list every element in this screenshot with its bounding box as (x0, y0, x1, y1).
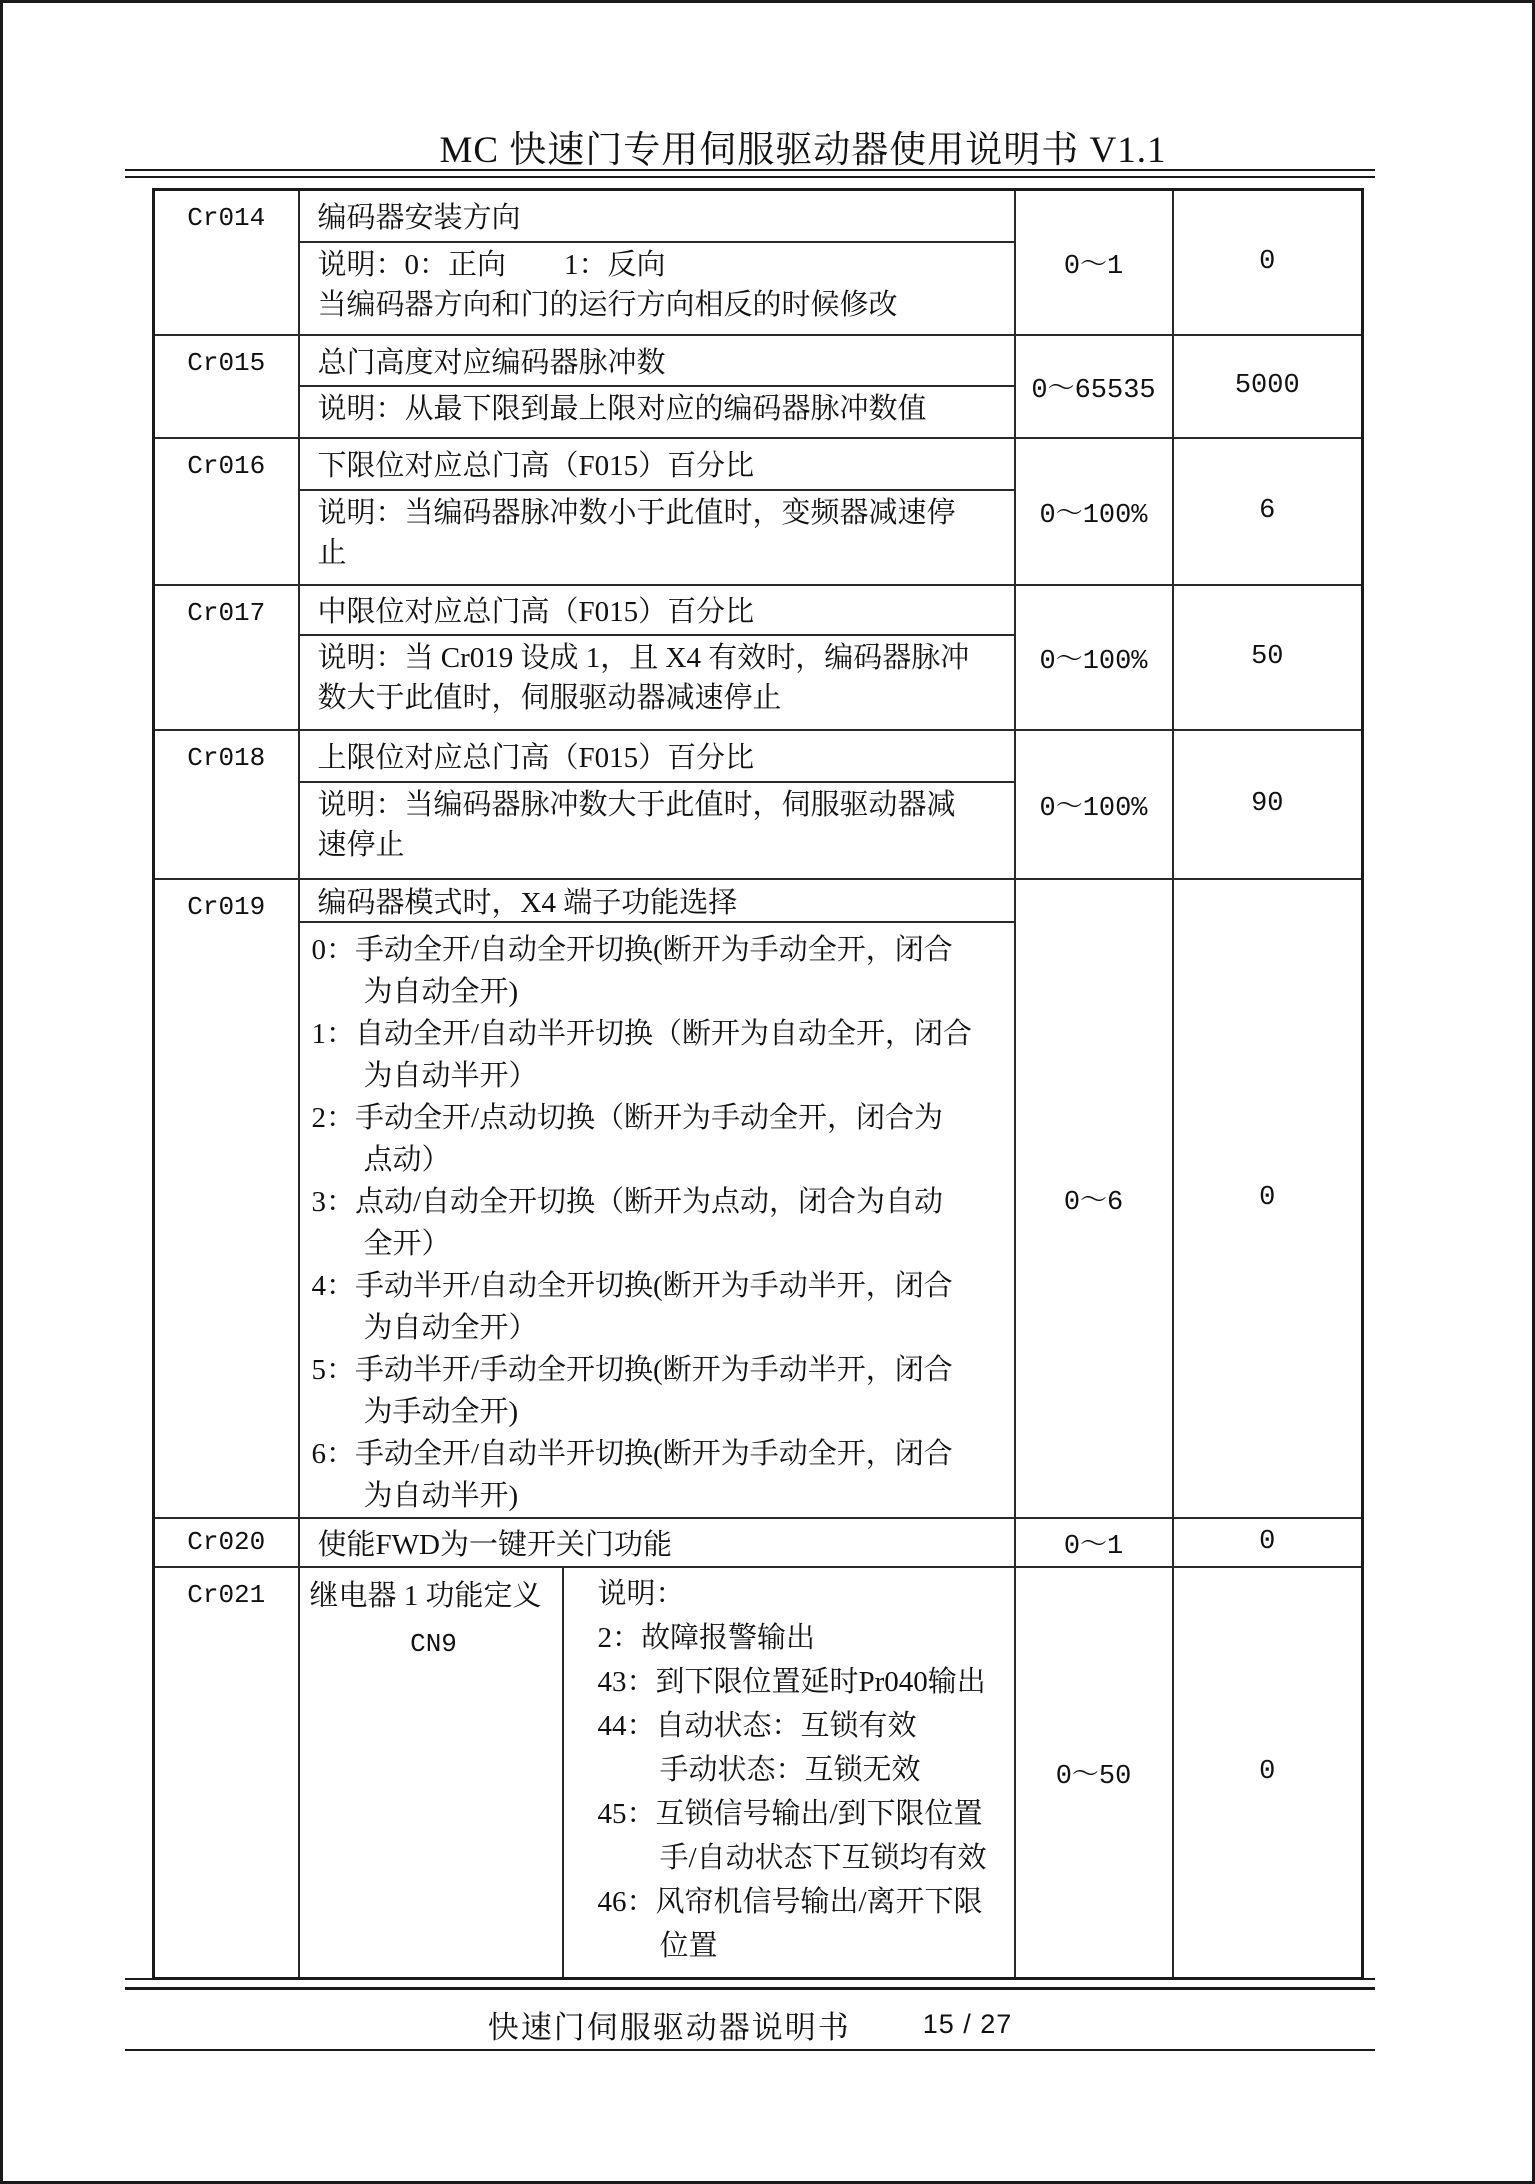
description-line: 说明：当编码器脉冲数小于此值时，变频器减速停 (317, 496, 956, 529)
option-line: 2：手动全开/点动切换（断开为手动全开，闭合为 (311, 1101, 944, 1134)
param-title: 上限位对应总门高（F015）百分比 (299, 730, 1015, 782)
relay-connector-label: CN9 (410, 1628, 457, 1659)
relay-option-line: 说明： (597, 1577, 685, 1610)
footer-divider-top (125, 1978, 1375, 1990)
option-line: 为自动全开） (363, 1311, 538, 1344)
option-line: 全开） (363, 1227, 451, 1260)
param-title: 使能FWD为一键开关门功能 (299, 1518, 1015, 1567)
description-line: 速停止 (317, 828, 405, 861)
footer-page-number: 15 / 27 (922, 2008, 1013, 2039)
param-code: Cr021 (154, 1567, 299, 1979)
relay-option-line: 44：自动状态：互锁有效 (597, 1709, 917, 1742)
option-item (312, 1265, 1008, 1349)
param-code: Cr018 (154, 730, 299, 879)
table-row-cr015-title (154, 335, 1363, 386)
description-line: 止 (317, 536, 347, 569)
option-line: 为自动半开） (363, 1059, 538, 1092)
param-default: 0 (1173, 1567, 1363, 1979)
option-line: 为自动全开) (363, 975, 519, 1008)
relay-option-line: 43：到下限位置延时Pr040输出 (597, 1665, 986, 1698)
param-description-cell (299, 782, 1015, 879)
param-range: 0～100% (1015, 438, 1173, 585)
param-code: Cr016 (154, 438, 299, 585)
param-range: 0～100% (1015, 730, 1173, 879)
description-line: 说明：当编码器脉冲数大于此值时，伺服驱动器减 (317, 788, 956, 821)
page-title: MC 快速门专用伺服驱动器使用说明书 V1.1 (439, 130, 1167, 171)
option-line: 为手动全开) (363, 1395, 519, 1428)
param-range: 0～65535 (1015, 335, 1173, 438)
option-line: 点动） (363, 1143, 451, 1176)
relay-option-line: 46：风帘机信号输出/离开下限 (597, 1885, 983, 1918)
param-default: 90 (1173, 730, 1363, 879)
param-range: 0～50 (1015, 1567, 1173, 1979)
table-row-cr014-title (154, 190, 1363, 242)
param-default: 5000 (1173, 335, 1363, 438)
description-line: 说明：从最下限到最上限对应的编码器脉冲数值 (317, 392, 927, 425)
option-item (312, 1013, 1008, 1097)
option-line: 4：手动半开/自动全开切换(断开为手动半开，闭合 (311, 1269, 953, 1302)
description-line: 当编码器方向和门的运行方向相反的时候修改 (317, 288, 898, 321)
param-range: 0～100% (1015, 585, 1173, 730)
footer-divider-bottom (125, 2049, 1375, 2051)
relay-option-line: 位置 (659, 1929, 718, 1962)
option-item (312, 1097, 1008, 1181)
param-description-cell (299, 242, 1015, 335)
option-item (312, 1433, 1008, 1517)
option-line: 为自动半开) (363, 1479, 519, 1512)
param-title: 中限位对应总门高（F015）百分比 (299, 585, 1015, 635)
param-range: 0～6 (1015, 879, 1173, 1518)
param-default: 50 (1173, 585, 1363, 730)
footer-doc-name: 快速门伺服驱动器说明书 (487, 2009, 851, 2045)
param-code: Cr020 (154, 1518, 299, 1567)
param-default: 0 (1173, 190, 1363, 335)
table-row-cr018-title (154, 730, 1363, 782)
param-title: 编码器模式时，X4 端子功能选择 (299, 879, 1015, 922)
option-line: 1：自动全开/自动半开切换（断开为自动全开，闭合 (311, 1017, 973, 1050)
param-title: 总门高度对应编码器脉冲数 (299, 335, 1015, 386)
option-line: 0：手动全开/自动全开切换(断开为手动全开，闭合 (311, 933, 953, 966)
table-row-cr020 (154, 1518, 1363, 1567)
table-row-cr021 (154, 1567, 1363, 1979)
option-item (312, 1181, 1008, 1265)
param-code: Cr015 (154, 335, 299, 438)
header-divider (125, 169, 1375, 178)
table-row-cr017-title (154, 585, 1363, 635)
relay-option-line: 手动状态：互锁无效 (659, 1753, 921, 1786)
param-code: Cr019 (154, 879, 299, 1518)
option-line: 6：手动全开/自动半开切换(断开为手动全开，闭合 (311, 1437, 953, 1470)
param-default: 6 (1173, 438, 1363, 585)
param-code: Cr017 (154, 585, 299, 730)
relay-function-label: 继电器 1 功能定义 (309, 1579, 542, 1612)
option-line: 5：手动半开/手动全开切换(断开为手动半开，闭合 (311, 1353, 953, 1386)
param-default: 0 (1173, 879, 1363, 1518)
param-range: 0～1 (1015, 190, 1173, 335)
description-line: 说明：0：正向 1：反向 (317, 248, 666, 281)
option-item (312, 929, 1008, 1013)
description-line: 数大于此值时，伺服驱动器减速停止 (317, 681, 782, 714)
relay-option-line: 手/自动状态下互锁均有效 (659, 1841, 987, 1874)
description-line: 说明：当 Cr019 设成 1，且 X4 有效时，编码器脉冲 (317, 641, 970, 674)
footer (125, 2001, 1375, 2047)
param-range: 0～1 (1015, 1518, 1173, 1567)
table-row-cr019-title (154, 879, 1363, 922)
table-row-cr016-title (154, 438, 1363, 490)
param-title: 下限位对应总门高（F015）百分比 (299, 438, 1015, 490)
param-code: Cr014 (154, 190, 299, 335)
param-description-cell (299, 490, 1015, 585)
param-description-cell (299, 386, 1015, 438)
relay-function-cell (299, 1567, 563, 1979)
param-default: 0 (1173, 1518, 1363, 1567)
option-item (312, 1349, 1008, 1433)
param-title: 编码器安装方向 (299, 190, 1015, 242)
relay-options-cell (563, 1567, 1015, 1979)
param-options-cell (299, 922, 1015, 1518)
relay-option-line: 2：故障报警输出 (597, 1621, 816, 1654)
option-line: 3：点动/自动全开切换（断开为点动，闭合为自动 (311, 1185, 944, 1218)
relay-option-line: 45：互锁信号输出/到下限位置 (597, 1797, 983, 1830)
parameter-table (152, 188, 1364, 1980)
param-description-cell (299, 635, 1015, 730)
